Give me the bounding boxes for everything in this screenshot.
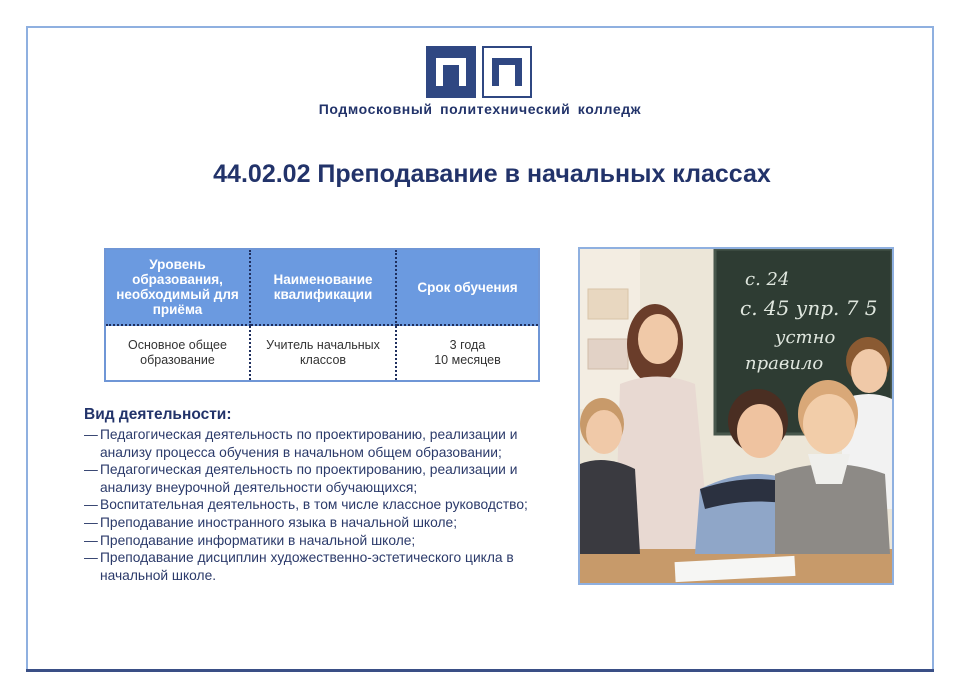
list-item [84,426,554,461]
college-logo [426,46,534,98]
table-cell-education-level: Основное общее образование [106,326,251,380]
frame-right-edge [932,26,934,671]
dash-bullet: — [84,427,98,442]
list-item [84,496,554,514]
dash-bullet: — [84,550,98,566]
table-header-education-level: Уровень образования, необходимый для приёма [106,250,251,326]
dash-bullet: — [84,532,98,548]
list-item [84,549,554,584]
activities-list [84,426,554,584]
page-title: 44.02.02 Преподавание в начальных классах [213,160,771,188]
classroom-illustration [580,249,892,583]
activity-text: Преподавание иностранного языка в начальной школе; [100,514,458,530]
board-line-2: с. 45 упр. 7 5 [740,296,878,320]
board-line-4: правило [745,353,824,374]
dash-bullet: — [84,497,98,513]
activity-text: Преподавание дисциплин художественно-эстетического цикла в начальной школе. [100,550,514,583]
dash-bullet: — [84,462,98,478]
list-item [84,532,554,550]
table-cell-qualification: Учитель начальных классов [251,326,397,380]
list-item [84,461,554,496]
activity-text: Воспитательная деятельность, в том числе классное руководство; [100,497,528,513]
table-header-qualification: Наименование квалификации [251,250,397,326]
dash-bullet: — [84,514,98,530]
college-name: Подмосковный политехнический колледж [318,101,642,117]
logo-outline-block [482,46,532,98]
classroom-photo [578,247,894,585]
board-line-3: устно [775,327,836,348]
activities-section [84,406,554,584]
table-cell-duration: 3 года 10 месяцев [397,326,538,380]
logo-pi-icon [436,58,466,86]
info-table [104,248,540,382]
logo-solid-block [426,46,476,98]
list-item [84,514,554,532]
table-header-duration: Срок обучения [397,250,538,326]
activity-text: Педагогическая деятельность по проектированию, реализации и анализу внеурочной деятельности обучающихся; [100,462,518,495]
activity-text: Преподавание информатики в начальной школе; [100,532,416,548]
activities-heading: Вид деятельности: [84,406,232,423]
board-line-1: с. 24 [745,269,790,290]
frame-bottom-edge [26,669,934,672]
activity-text: Педагогическая деятельность по проектированию, реализации и анализу процесса обучения в начальном общем образовании; [100,427,518,460]
logo-pi-icon [492,58,522,86]
